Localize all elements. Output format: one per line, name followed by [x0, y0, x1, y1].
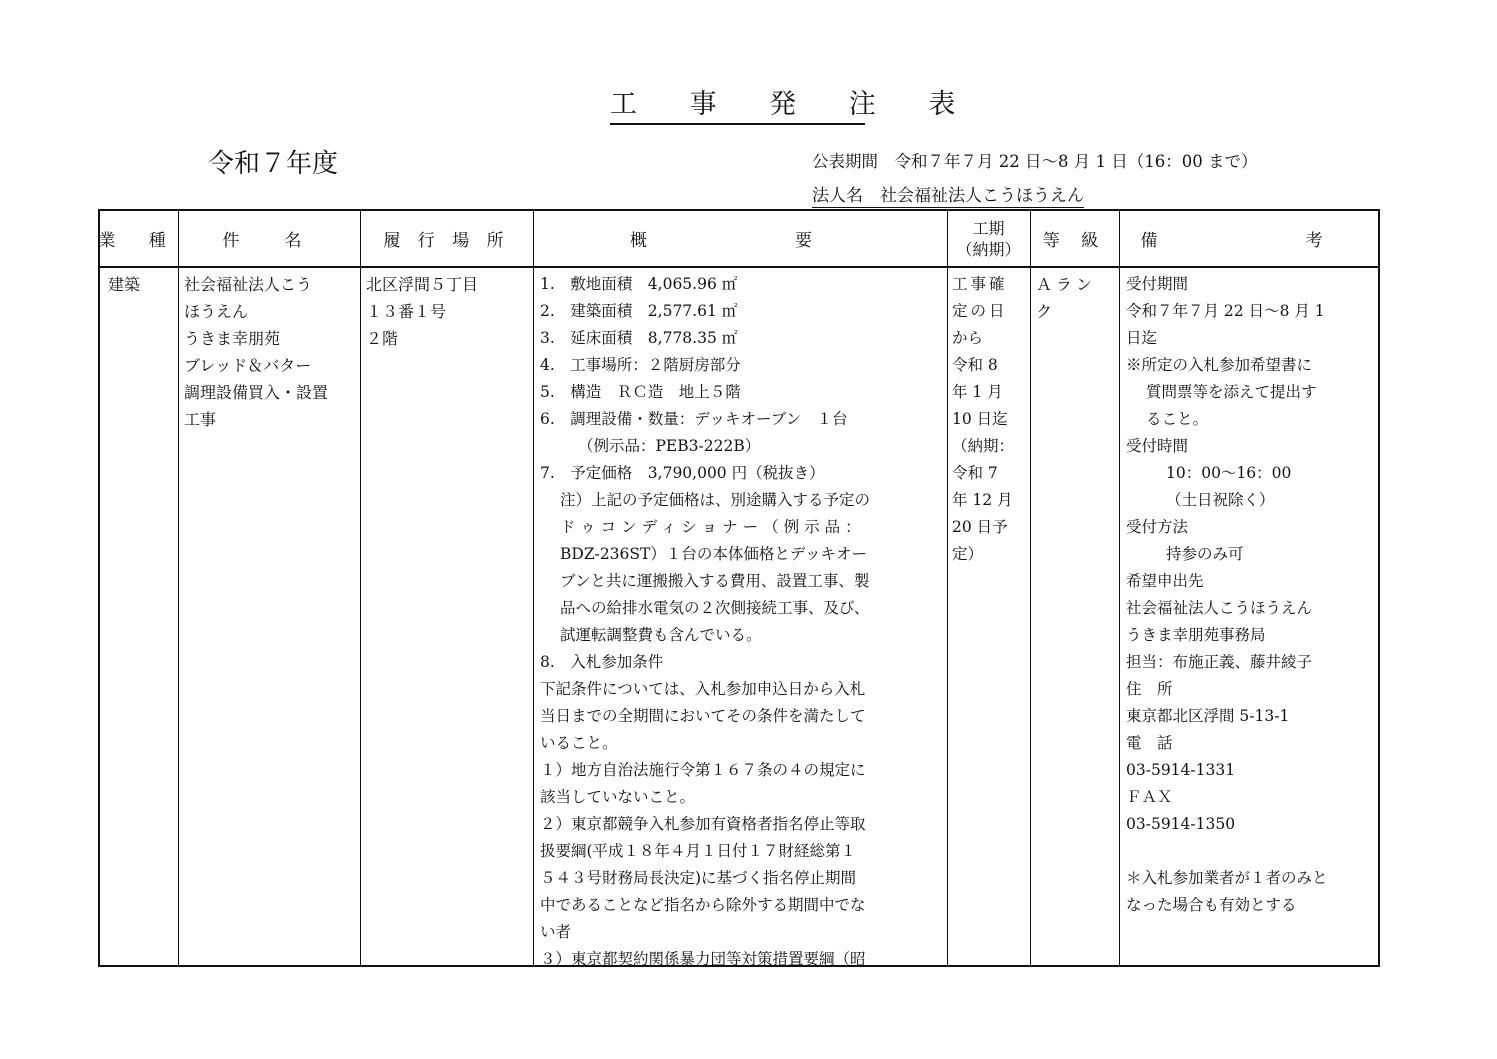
cell-name	[184, 271, 356, 433]
period-line: 工事確	[952, 275, 1008, 293]
overview-line: （例示品：PEB3-222B）	[578, 437, 761, 455]
remarks-line: 受付時間	[1126, 437, 1189, 455]
name-line: 社会福祉法人こう	[184, 275, 313, 294]
remarks-line: 担当：布施正義、藤井綾子	[1126, 653, 1313, 671]
column-divider	[1119, 211, 1120, 965]
grade-line: Ａラン	[1036, 275, 1097, 294]
overview-line: 該当していないこと。	[540, 788, 696, 806]
column-divider	[947, 211, 948, 965]
cell-location	[366, 271, 529, 352]
location-line: 北区浮間５丁目	[366, 275, 479, 294]
overview-line: 5. 構造 ＲＣ造 地上５階	[540, 383, 741, 401]
overview-line: 品への給排水電気の２次側接続工事、及び、	[560, 599, 870, 617]
overview-line: い者	[540, 923, 572, 941]
period-line: 令和 7	[952, 464, 998, 482]
header-period-line2: （納期）	[956, 239, 1021, 259]
remarks-line: 持参のみ可	[1166, 545, 1244, 563]
fiscal-year: 令和７年度	[208, 149, 339, 179]
location-line: ２階	[366, 329, 399, 348]
overview-line: 試運転調整費も含んでいる。	[560, 626, 762, 644]
period-line: 定）	[952, 545, 984, 563]
remarks-line: 東京都北区浮間 5-13-1	[1126, 707, 1290, 725]
remarks-line: 希望申出先	[1126, 572, 1204, 590]
overview-line: 8. 入札参加条件	[540, 653, 664, 671]
overview-line: 下記条件については、入札参加申込日から入札	[540, 680, 866, 698]
remarks-line: ＊入札参加業者が１者のみと	[1126, 869, 1328, 887]
header-period-line1: 工期	[972, 218, 1005, 238]
period-line: 10 日迄	[952, 410, 1008, 428]
cell-grade	[1036, 271, 1116, 325]
remarks-line: 受付期間	[1126, 275, 1189, 293]
remarks-line: （土日祝除く）	[1166, 491, 1275, 509]
overview-line: 7. 予定価格 3,790,000 円（税抜き）	[540, 464, 825, 482]
remarks-line: ること。	[1146, 410, 1209, 428]
remarks-line: ※所定の入札参加希望書に	[1126, 356, 1313, 374]
location-line: １３番１号	[366, 302, 447, 321]
name-line: うきま幸朋苑	[184, 329, 281, 348]
header-grade: 等 級	[1042, 231, 1107, 251]
remarks-line	[1126, 838, 1378, 865]
cell-category: 建築	[108, 275, 141, 294]
period-line: 年 1 月	[952, 383, 1003, 401]
name-line: ブレッド＆バター	[184, 356, 312, 375]
header-remarks: 備 考	[1140, 231, 1361, 251]
period-line: 令和 8	[952, 356, 998, 374]
overview-line: BDZ-236ST）１台の本体価格とデッキオー	[560, 545, 868, 563]
remarks-line: 社会福祉法人こうほうえん	[1126, 599, 1313, 617]
remarks-line: うきま幸朋苑事務局	[1126, 626, 1266, 644]
overview-line: ドゥコンディショナー（例示品：	[560, 518, 866, 536]
header-period	[947, 211, 1030, 266]
overview-line: １）地方自治法施行令第１６７条の４の規定に	[540, 761, 866, 779]
remarks-line: ＦＡＸ	[1126, 788, 1173, 806]
column-divider	[178, 211, 179, 965]
column-divider	[1030, 211, 1031, 965]
overview-line: 4. 工事場所：２階厨房部分	[540, 356, 741, 374]
order-table	[98, 209, 1380, 967]
remarks-line: 03-5914-1331	[1126, 761, 1236, 779]
name-line: 調理設備買入・設置	[184, 383, 329, 402]
remarks-line: 10：00～16：00	[1166, 464, 1292, 482]
header-name: 件 名	[222, 231, 316, 251]
period-line: 定の日	[952, 302, 1008, 320]
overview-line: 3. 延床面積 8,778.35 ㎡	[540, 329, 738, 347]
period-line: （納期：	[952, 437, 1015, 455]
corporation-name: 法人名 社会福祉法人こうほうえん	[812, 186, 1084, 206]
remarks-line: 質問票等を添えて提出す	[1146, 383, 1317, 401]
cell-overview	[540, 271, 944, 973]
remarks-line: 令和７年７月 22 日～8 月 1	[1126, 302, 1325, 320]
header-divider	[100, 266, 1378, 268]
overview-line: いること。	[540, 734, 618, 752]
remarks-line: 電 話	[1126, 734, 1173, 752]
overview-line: 2. 建築面積 2,577.61 ㎡	[540, 302, 738, 320]
remarks-line: 日迄	[1126, 329, 1158, 347]
remarks-line: 受付方法	[1126, 518, 1189, 536]
header-location: 履 行 場 所	[383, 231, 510, 251]
column-divider	[360, 211, 361, 965]
overview-line: ブンと共に運搬搬入する費用、設置工事、製	[560, 572, 870, 590]
header-overview: 概 要	[630, 231, 850, 251]
header-category: 業 種	[98, 231, 180, 251]
publication-period: 公表期間 令和７年７月 22 日～8 月 1 日（16：00 まで）	[812, 152, 1258, 171]
remarks-line: 03-5914-1350	[1126, 815, 1236, 833]
period-line: 20 日予	[952, 518, 1008, 536]
document-title: 工 事 発 注 表	[610, 88, 865, 125]
overview-line: 1. 敷地面積 4,065.96 ㎡	[540, 275, 738, 293]
grade-line: ク	[1036, 302, 1057, 321]
overview-line: ３）東京都契約関係暴力団等対策措置要綱（昭	[540, 950, 866, 968]
name-line: ほうえん	[184, 302, 249, 321]
remarks-line: 住 所	[1126, 680, 1173, 698]
overview-line: 扱要綱(平成１８年４月１日付１７財経総第１	[540, 842, 857, 860]
overview-line: 当日までの全期間においてその条件を満たして	[540, 707, 866, 725]
overview-line: 注）上記の予定価格は、別途購入する予定の	[560, 491, 871, 509]
period-line: から	[952, 329, 984, 347]
overview-line: ２）東京都競争入札参加有資格者指名停止等取	[540, 815, 866, 833]
cell-period	[952, 271, 1028, 568]
overview-line: 中であることなど指名から除外する期間中でな	[540, 896, 866, 914]
cell-remarks	[1126, 271, 1378, 919]
remarks-line: なった場合も有効とする	[1126, 896, 1297, 914]
column-divider	[533, 211, 534, 965]
period-line: 年 12 月	[952, 491, 1013, 509]
overview-line: ５４３号財務局長決定)に基づく指名停止期間	[540, 869, 857, 887]
name-line: 工事	[184, 410, 217, 429]
overview-line: 6. 調理設備・数量：デッキオーブン １台	[540, 410, 848, 428]
